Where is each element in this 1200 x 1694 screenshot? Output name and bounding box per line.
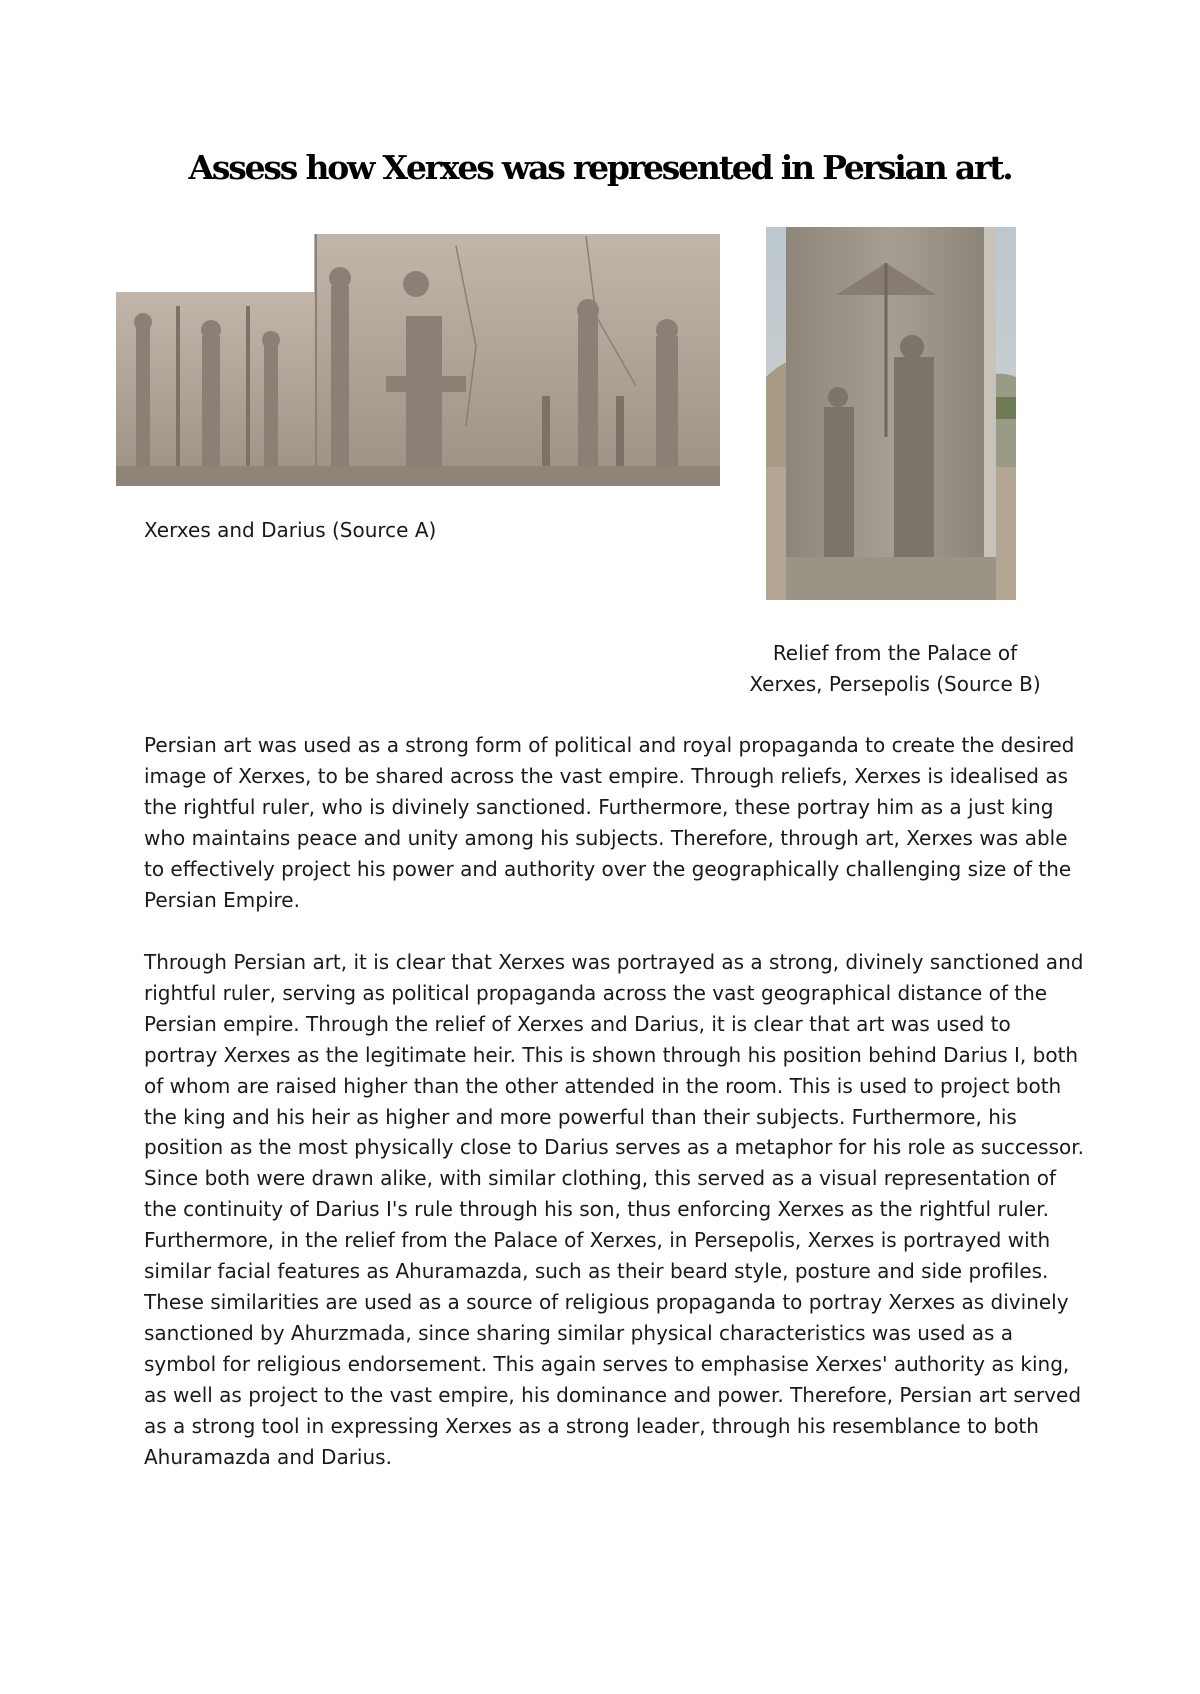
relief-image-source-a bbox=[116, 226, 720, 486]
caption-source-a: Xerxes and Darius (Source A) bbox=[144, 518, 437, 542]
paragraph-body: Through Persian art, it is clear that Xerxes was portrayed as a strong, divinely sanctioned and rightful ruler, serving as political propaganda across the vast geographical distance of the Persian empire. Through the relief of Xerxes and Darius, it is clear that art was used to portray Xerxes as the legitimate heir. This is shown through his position behind Darius I, both of whom are raised higher than the other attended in the room. This is used to project both the king and his heir as higher and more powerful than their subjects. Furthermore, his position as the most physically close to Darius serves as a metaphor for his role as successor. Since both were drawn alike, with similar clothing, this served as a visual representation of the continuity of Darius I's rule through his son, thus enforcing Xerxes as the rightful ruler. Furthermore, in the relief from the Palace of Xerxes, in Persepolis, Xerxes is portrayed with similar facial features as Ahuramazda, such as their beard style, posture and side profiles. These similarities are used as a source of religious propaganda to portray Xerxes as divinely sanctioned by Ahurzmada, since sharing similar physical characteristics was used as a symbol for religious endorsement. This again serves to emphasise Xerxes' authority as king, as well as project to the vast empire, his dominance and power. Therefore, Persian art served as a strong tool in expressing Xerxes as a strong leader, through his resemblance to both Ahuramazda and Darius. bbox=[144, 950, 1084, 1469]
paragraph-introduction: Persian art was used as a strong form of political and royal propaganda to create the desired image of Xerxes, to be shared across the vast empire. Through reliefs, Xerxes is idealised as the rightful ruler, who is divinely sanctioned. Furthermore, these portray him as a just king who maintains peace and unity among his subjects. Therefore, through art, Xerxes was able to effectively project his power and authority over the geographically challenging size of the Persian Empire. bbox=[144, 733, 1075, 912]
page-title: Assess how Xerxes was represented in Persian art. bbox=[188, 148, 1012, 187]
caption-source-b: Relief from the Palace of Xerxes, Persepolis (Source B) bbox=[749, 641, 1041, 696]
relief-image-source-b bbox=[766, 227, 1016, 600]
